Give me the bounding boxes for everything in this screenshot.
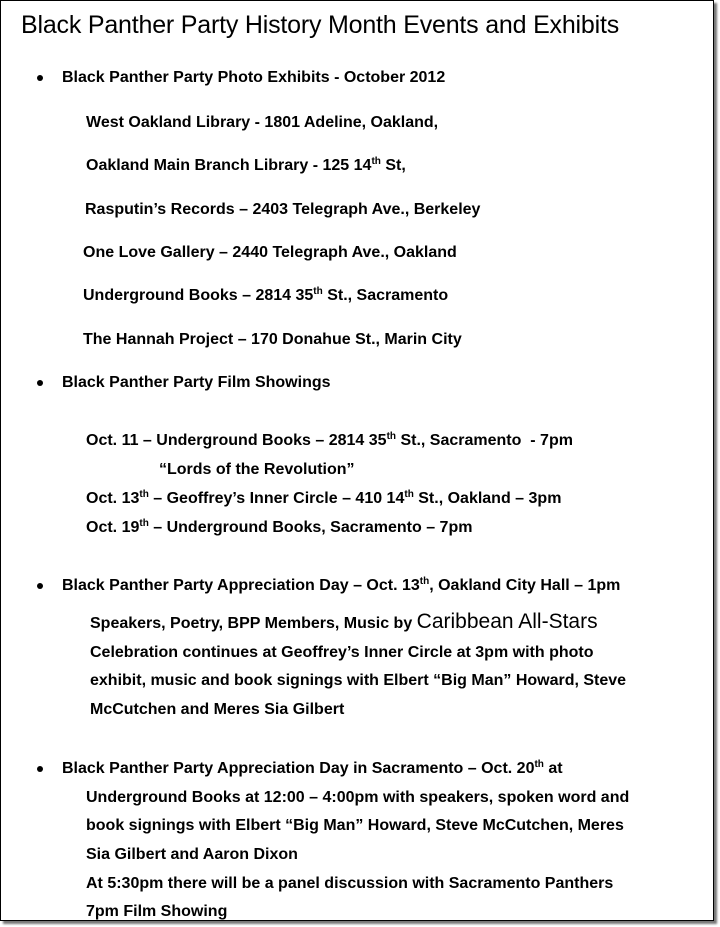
bullet-appreciation-oakland: [37, 583, 43, 589]
appreciation-sacramento-l5: 7pm Film Showing: [86, 903, 228, 920]
venue-hannah-project: The Hannah Project – 170 Donahue St., Marin City: [83, 331, 462, 348]
film-oct11: Oct. 11 – Underground Books – 2814 35th St., Sacramento - 7pm: [86, 431, 573, 449]
band-name: Caribbean All-Stars: [416, 610, 598, 633]
bullet-film-showings: [37, 380, 43, 386]
appreciation-sacramento-l2: book signings with Elbert “Big Man” Howard, Steve McCutchen, Meres: [86, 817, 624, 834]
film-oct13: Oct. 13th – Geoffrey’s Inner Circle – 410 14th St., Oakland – 3pm: [86, 489, 562, 507]
speakers-text: Speakers, Poetry, BPP Members, Music by: [90, 615, 417, 632]
appreciation-oakland-p1: Celebration continues at Geoffrey’s Inner Circle at 3pm with photo: [90, 644, 594, 661]
appreciation-oakland-p3: McCutchen and Meres Sia Gilbert: [90, 701, 345, 718]
appreciation-oakland-speakers: [90, 610, 598, 634]
appreciation-oakland-p2: exhibit, music and book signings with Elbert “Big Man” Howard, Steve: [90, 672, 627, 689]
appreciation-oakland-heading: Black Panther Party Appreciation Day – Oct. 13th, Oakland City Hall – 1pm: [62, 576, 621, 594]
venue-rasputins-records: Rasputin’s Records – 2403 Telegraph Ave., Berkeley: [85, 201, 481, 218]
appreciation-sacramento-heading: Black Panther Party Appreciation Day in Sacramento – Oct. 20th at: [62, 759, 563, 777]
bullet-photo-exhibits: [37, 75, 43, 81]
film-title: “Lords of the Revolution”: [159, 461, 355, 478]
film-showings-heading: Black Panther Party Film Showings: [62, 374, 331, 391]
film-oct19: Oct. 19th – Underground Books, Sacramento – 7pm: [86, 518, 473, 536]
appreciation-sacramento-l3: Sia Gilbert and Aaron Dixon: [86, 846, 298, 863]
appreciation-sacramento-l1: Underground Books at 12:00 – 4:00pm with speakers, spoken word and: [86, 789, 630, 806]
venue-underground-books: Underground Books – 2814 35th St., Sacramento: [83, 286, 449, 304]
venue-oakland-main-library: Oakland Main Branch Library - 125 14th St,: [86, 156, 406, 174]
venue-one-love-gallery: One Love Gallery – 2440 Telegraph Ave., Oakland: [83, 244, 457, 261]
appreciation-sacramento-l4: At 5:30pm there will be a panel discussion with Sacramento Panthers: [86, 875, 614, 892]
bullet-appreciation-sacramento: [37, 766, 43, 772]
venue-west-oakland-library: West Oakland Library - 1801 Adeline, Oakland,: [86, 114, 439, 131]
page-title: Black Panther Party History Month Events and Exhibits: [21, 11, 620, 39]
photo-exhibits-heading: Black Panther Party Photo Exhibits - October 2012: [62, 69, 446, 86]
